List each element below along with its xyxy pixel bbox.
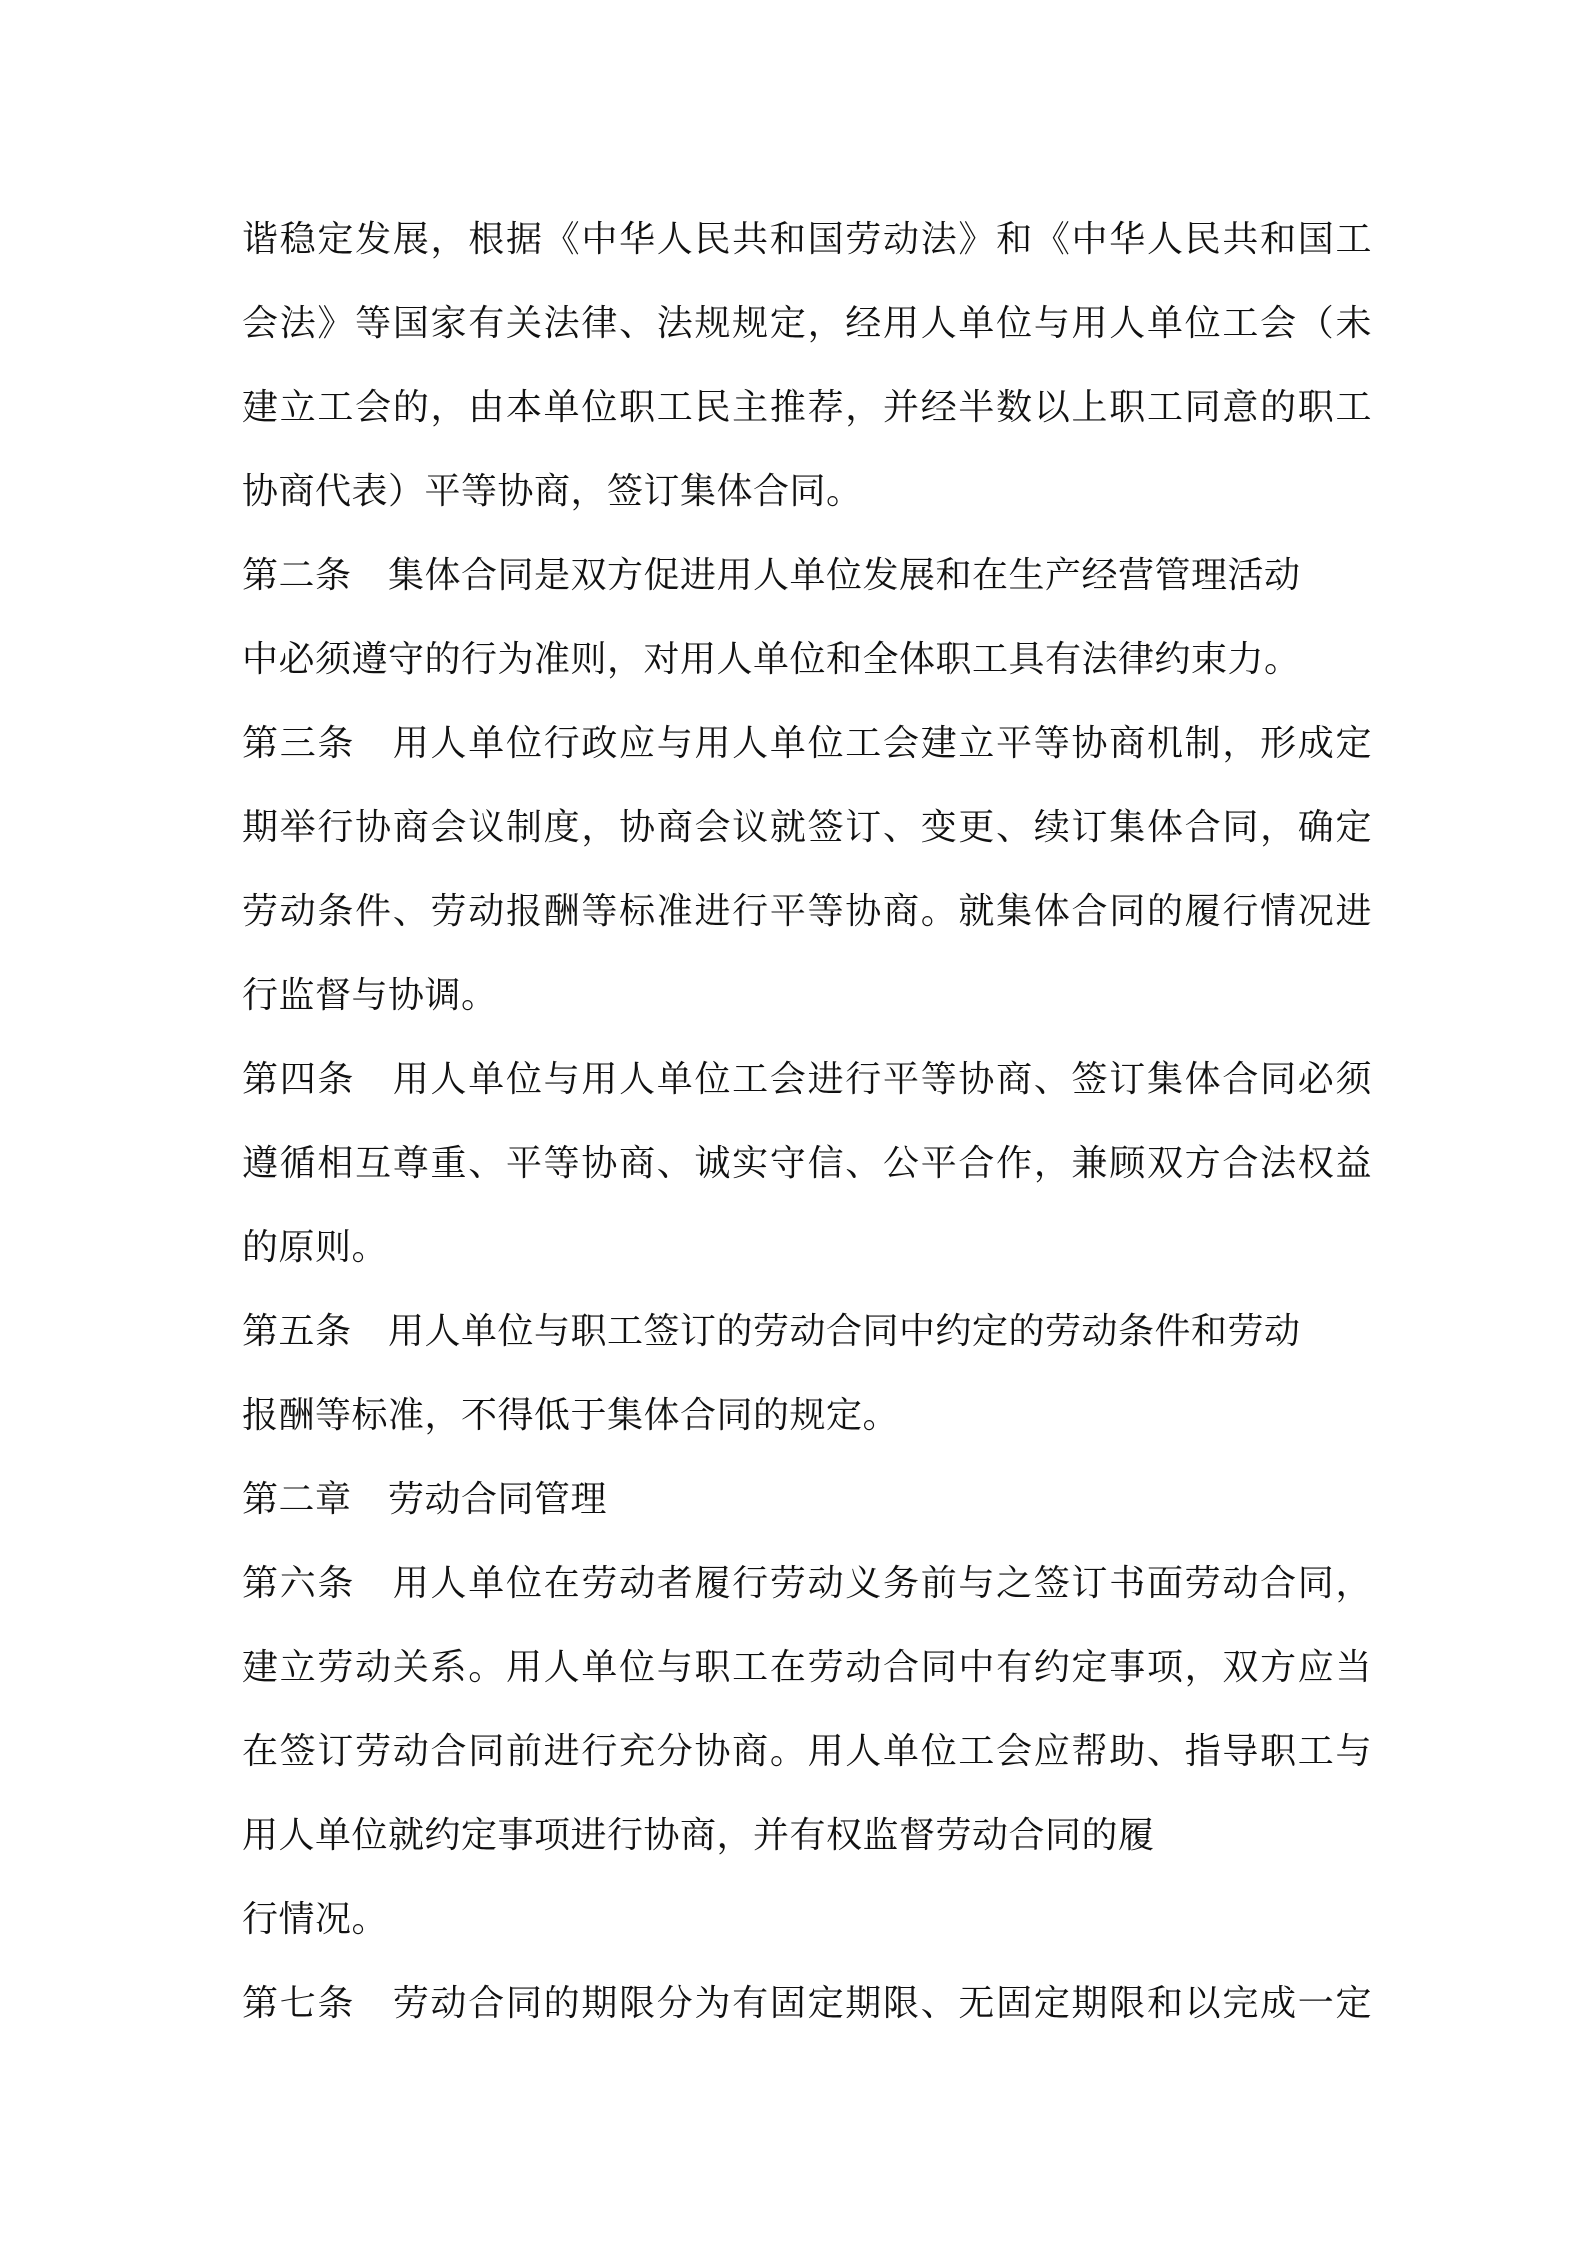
text-line: 行情况。 <box>242 1899 389 1940</box>
text-line: 谐稳定发展，根据《中华人民共和国劳动法》和《中华人民共和国工 <box>242 219 1372 260</box>
text-line: 在签订劳动合同前进行充分协商。用人单位工会应帮助、指导职工与 <box>242 1731 1372 1772</box>
text-line: 用人单位就约定事项进行协商，并有权监督劳动合同的履 <box>242 1815 1155 1856</box>
article-6-heading-line: 第六条 用人单位在劳动者履行劳动义务前与之签订书面劳动合同， <box>242 1563 1372 1604</box>
text-line: 中必须遵守的行为准则，对用人单位和全体职工具有法律约束力。 <box>242 639 1301 680</box>
text-line: 的原则。 <box>242 1227 389 1268</box>
text-line: 遵循相互尊重、平等协商、诚实守信、公平合作，兼顾双方合法权益 <box>242 1143 1372 1184</box>
text-line: 报酬等标准，不得低于集体合同的规定。 <box>242 1395 900 1436</box>
text-line: 期举行协商会议制度，协商会议就签订、变更、续订集体合同，确定 <box>242 807 1372 848</box>
article-4-heading-line: 第四条 用人单位与用人单位工会进行平等协商、签订集体合同必须 <box>242 1059 1372 1100</box>
article-3-heading-line: 第三条 用人单位行政应与用人单位工会建立平等协商机制，形成定 <box>242 723 1372 764</box>
text-line: 行监督与协调。 <box>242 975 498 1016</box>
text-line: 会法》等国家有关法律、法规规定，经用人单位与用人单位工会（未 <box>242 303 1372 344</box>
text-line: 建立劳动关系。用人单位与职工在劳动合同中有约定事项，双方应当 <box>242 1647 1372 1688</box>
article-7-heading-line: 第七条 劳动合同的期限分为有固定期限、无固定期限和以完成一定 <box>242 1983 1372 2024</box>
text-line: 劳动条件、劳动报酬等标准进行平等协商。就集体合同的履行情况进 <box>242 891 1372 932</box>
article-5-heading-line: 第五条 用人单位与职工签订的劳动合同中约定的劳动条件和劳动 <box>242 1311 1301 1352</box>
chapter-2-heading: 第二章 劳动合同管理 <box>242 1479 608 1520</box>
article-2-heading-line: 第二条 集体合同是双方促进用人单位发展和在生产经营管理活动 <box>242 555 1301 596</box>
text-line: 协商代表）平等协商，签订集体合同。 <box>242 471 863 512</box>
document-body <box>242 198 1372 2046</box>
text-line: 建立工会的，由本单位职工民主推荐，并经半数以上职工同意的职工 <box>242 387 1372 428</box>
